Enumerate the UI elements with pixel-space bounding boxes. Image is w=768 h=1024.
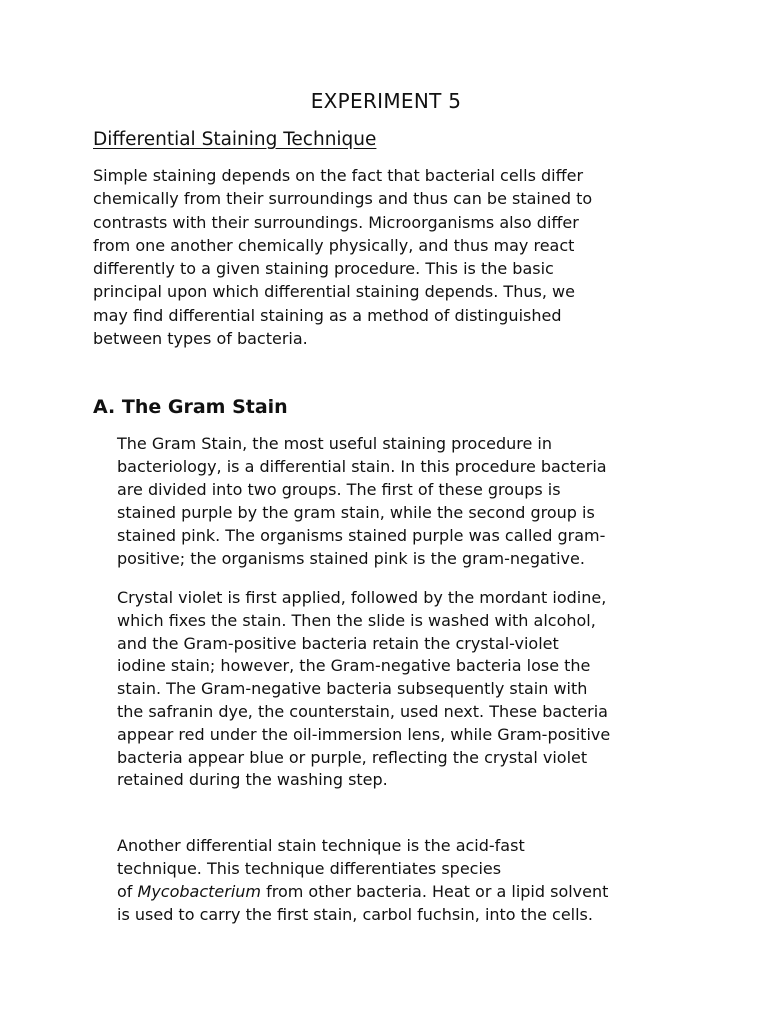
text-line: stained pink. The organisms stained purple was called gram- bbox=[117, 526, 606, 545]
text-line: and the Gram-positive bacteria retain the crystal-violet bbox=[117, 633, 559, 653]
text-line: positive; the organisms stained pink is the gram-negative. bbox=[117, 549, 585, 568]
text-line: Another differential stain technique is the acid-fast bbox=[117, 836, 525, 855]
text-line: bacteriology, is a differential stain. In this procedure bacteria bbox=[117, 457, 607, 476]
text-line: chemically from their surroundings and thus can be stained to bbox=[93, 189, 593, 209]
text-line: The Gram Stain, the most useful staining procedure in bbox=[117, 434, 553, 453]
text-line: which fixes the stain. Then the slide is washed with alcohol, bbox=[117, 610, 596, 630]
page-subtitle: Differential Staining Technique bbox=[93, 129, 377, 150]
text-line: appear red under the oil-immersion lens, while Gram-positive bbox=[117, 724, 611, 744]
text-line: the safranin dye, the counterstain, used next. These bacteria bbox=[117, 701, 608, 721]
text-segment: from other bacteria. Heat or a lipid solvent bbox=[261, 882, 609, 901]
text-line: are divided into two groups. The first of these groups is bbox=[117, 480, 561, 499]
page-title: EXPERIMENT 5 bbox=[310, 89, 462, 113]
section-heading-gram-stain: A. The Gram Stain bbox=[93, 396, 288, 418]
text-line: bacteria appear blue or purple, reflecting the crystal violet bbox=[117, 747, 588, 767]
text-segment: of bbox=[117, 882, 138, 901]
text-line: is used to carry the first stain, carbol fuchsin, into the cells. bbox=[117, 905, 593, 924]
text-line bbox=[117, 880, 687, 903]
gram-stain-paragraph-1 bbox=[117, 432, 687, 570]
text-line: contrasts with their surroundings. Microorganisms also differ bbox=[93, 212, 579, 232]
text-line: between types of bacteria. bbox=[93, 329, 308, 349]
text-line: differently to a given staining procedure. This is the basic bbox=[93, 259, 554, 279]
text-line: Simple staining depends on the fact that bacterial cells differ bbox=[93, 166, 584, 185]
gram-stain-paragraph-2 bbox=[117, 587, 687, 792]
acid-fast-paragraph bbox=[117, 834, 687, 926]
intro-paragraph bbox=[93, 164, 673, 350]
text-line: retained during the washing step. bbox=[117, 770, 388, 790]
text-line: from one another chemically physically, and thus may react bbox=[93, 235, 575, 255]
text-line: technique. This technique differentiates species bbox=[117, 859, 502, 878]
species-name-italic: Mycobacterium bbox=[137, 882, 261, 901]
text-line: iodine stain; however, the Gram-negative bacteria lose the bbox=[117, 656, 591, 676]
text-line: stained purple by the gram stain, while the second group is bbox=[117, 503, 595, 522]
text-line: may find differential staining as a method of distinguished bbox=[93, 305, 562, 325]
text-line: Crystal violet is first applied, followed by the mordant iodine, bbox=[117, 588, 607, 607]
text-line: principal upon which differential staining depends. Thus, we bbox=[93, 282, 575, 302]
text-line: stain. The Gram-negative bacteria subsequently stain with bbox=[117, 679, 588, 699]
